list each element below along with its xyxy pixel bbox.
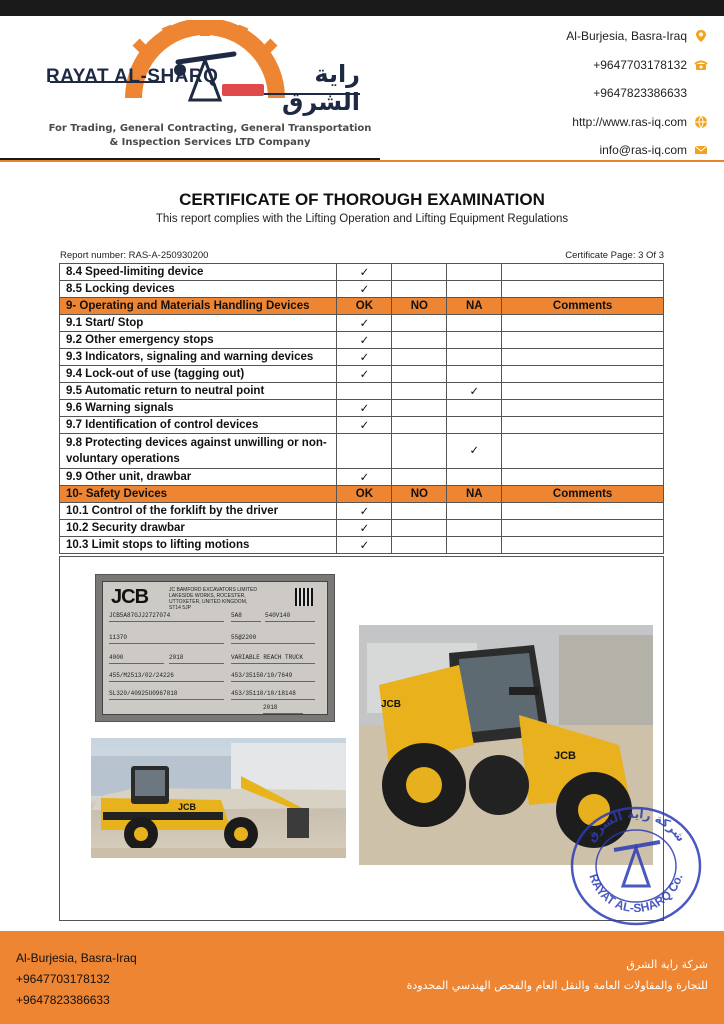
table-row <box>60 366 664 383</box>
no-cell <box>392 366 447 383</box>
table-row <box>60 469 664 486</box>
top-bar <box>0 0 724 16</box>
row-label: 10- Safety Devices <box>60 486 337 503</box>
plate-transmission: 455/M2513/02/24226 <box>109 672 224 682</box>
ok-cell: OK <box>337 486 392 503</box>
footer-contact <box>16 948 137 1011</box>
machine-side-label: JCB <box>178 802 197 812</box>
comments-cell <box>502 417 664 434</box>
location-pin-icon <box>694 29 708 43</box>
plate-address: JC BAMFORD EXCAVATORS LIMITED LAKESIDE WORKS, ROCESTER, UTTOXETER, UNITED KINGDOM, ST14 5JP <box>169 587 257 611</box>
ok-cell: ✓ <box>337 400 392 417</box>
na-cell: ✓ <box>447 434 502 469</box>
address-text: Al-Burjesia, Basra-Iraq <box>566 29 687 44</box>
machine-front-label: JCB <box>381 699 402 710</box>
contact-phone-1[interactable] <box>566 51 708 80</box>
ok-cell: OK <box>337 298 392 315</box>
row-label: 9.2 Other emergency stops <box>60 332 337 349</box>
no-cell <box>392 503 447 520</box>
row-label: 10.2 Security drawbar <box>60 520 337 537</box>
no-cell <box>392 417 447 434</box>
comments-cell <box>502 264 664 281</box>
footer-address: Al-Burjesia, Basra-Iraq <box>16 951 137 965</box>
ok-cell: ✓ <box>337 417 392 434</box>
na-cell: NA <box>447 486 502 503</box>
no-cell <box>392 315 447 332</box>
header-divider-orange <box>0 160 724 162</box>
plate-year-2: 2018 <box>263 704 303 714</box>
logo-english: RAYAT AL-SHARQ <box>46 66 219 87</box>
no-cell <box>392 332 447 349</box>
na-cell <box>447 537 502 554</box>
na-cell <box>447 400 502 417</box>
svg-text:RAYAT AL-SHARQ Co. <box>586 872 685 915</box>
phone-1-text[interactable]: +9647703178132 <box>593 57 687 72</box>
comments-cell <box>502 366 664 383</box>
table-row <box>60 264 664 281</box>
footer-arabic-description: للتجارة والمقاولات العامة والنقل العام والفحص الهندسي المحدودة <box>406 979 708 992</box>
inspection-table-body <box>60 264 664 554</box>
logo-arabic: راية الشرق <box>281 60 360 116</box>
table-row <box>60 281 664 298</box>
na-cell: NA <box>447 298 502 315</box>
no-cell <box>392 281 447 298</box>
comments-cell <box>502 469 664 486</box>
stamp-seal-icon <box>568 804 704 928</box>
phone-2-text[interactable]: +9647823386633 <box>593 86 687 101</box>
document-title: CERTIFICATE OF THOROUGH EXAMINATION <box>179 190 545 209</box>
ok-cell: ✓ <box>337 520 392 537</box>
plate-designation: VARIABLE REACH TRUCK <box>231 654 315 664</box>
company-tagline <box>40 122 380 150</box>
plate-capacity: 4000 <box>109 654 164 664</box>
contact-phone-2[interactable] <box>566 79 708 108</box>
plate-power: 55@2200 <box>231 634 315 644</box>
table-row <box>60 537 664 554</box>
no-cell <box>392 400 447 417</box>
stamp-text-bottom: RAYAT AL-SHARQ Co. <box>586 871 686 916</box>
email-text[interactable]: info@ras-iq.com <box>599 143 687 158</box>
table-row <box>60 434 664 469</box>
row-label: 9.5 Automatic return to neutral point <box>60 383 337 400</box>
ok-cell: ✓ <box>337 349 392 366</box>
machine-side-photo <box>91 738 346 858</box>
company-stamp <box>568 804 704 928</box>
table-row <box>60 383 664 400</box>
comments-cell <box>502 537 664 554</box>
ok-cell <box>337 434 392 469</box>
envelope-icon <box>694 143 708 157</box>
row-label: 10.1 Control of the forklift by the driver <box>60 503 337 520</box>
table-row <box>60 315 664 332</box>
comments-cell: Comments <box>502 486 664 503</box>
plate-front-axle: 453/35150/10/7649 <box>231 672 315 682</box>
no-cell <box>392 349 447 366</box>
ok-cell <box>337 383 392 400</box>
na-cell <box>447 520 502 537</box>
plate-pin: JCB5A87GJJ2727074 <box>109 612 224 622</box>
ok-cell: ✓ <box>337 332 392 349</box>
table-row <box>60 400 664 417</box>
table-row <box>60 503 664 520</box>
inspection-table <box>59 263 664 554</box>
table-row <box>60 520 664 537</box>
no-cell <box>392 537 447 554</box>
table-section-row <box>60 298 664 315</box>
no-cell <box>392 434 447 469</box>
ok-cell: ✓ <box>337 281 392 298</box>
certificate-page: Certificate Page: 3 Of 3 <box>565 250 664 261</box>
row-label: 9.1 Start/ Stop <box>60 315 337 332</box>
na-cell <box>447 469 502 486</box>
document-subtitle: This report complies with the Lifting Operation and Lifting Equipment Regulations <box>155 213 569 225</box>
row-label: 9.6 Warning signals <box>60 400 337 417</box>
row-label: 10.3 Limit stops to lifting motions <box>60 537 337 554</box>
row-label: 9- Operating and Materials Handling Devices <box>60 298 337 315</box>
ok-cell: ✓ <box>337 264 392 281</box>
ok-cell: ✓ <box>337 366 392 383</box>
serial-plate-photo <box>95 574 335 722</box>
row-label: 9.7 Identification of control devices <box>60 417 337 434</box>
na-cell <box>447 366 502 383</box>
no-cell <box>392 520 447 537</box>
row-label: 9.9 Other unit, drawbar <box>60 469 337 486</box>
ok-cell: ✓ <box>337 315 392 332</box>
report-number: Report number: RAS-A-250930200 <box>60 250 209 261</box>
plate-mass: 11370 <box>109 634 224 644</box>
plate-brand: JCB <box>111 586 149 608</box>
footer-arabic-name: شركة راية الشرق <box>626 958 708 971</box>
serial-plate <box>102 581 328 715</box>
footer-phone-1[interactable]: +9647703178132 <box>16 972 110 986</box>
na-cell: ✓ <box>447 383 502 400</box>
qr-code-icon <box>295 588 313 606</box>
no-cell <box>392 264 447 281</box>
website-text[interactable]: http://www.ras-iq.com <box>572 114 687 129</box>
plate-year: 2018 <box>169 654 224 664</box>
no-cell <box>392 383 447 400</box>
contact-website[interactable] <box>566 108 708 137</box>
comments-cell <box>502 315 664 332</box>
telehandler-side-icon <box>91 738 346 858</box>
row-label: 9.8 Protecting devices against unwilling or non-voluntary operations <box>60 434 337 469</box>
comments-cell <box>502 281 664 298</box>
row-label: 9.3 Indicators, signaling and warning devices <box>60 349 337 366</box>
company-logo <box>40 20 372 150</box>
na-cell <box>447 264 502 281</box>
globe-icon <box>694 115 708 129</box>
row-label: 9.4 Lock-out of use (tagging out) <box>60 366 337 383</box>
comments-cell <box>502 434 664 469</box>
tagline-line-1: For Trading, General Contracting, General Transportation <box>48 123 372 134</box>
plate-engine: SL320/40925U0967818 <box>109 690 224 700</box>
na-cell <box>447 281 502 298</box>
table-row <box>60 332 664 349</box>
ok-cell: ✓ <box>337 503 392 520</box>
comments-cell <box>502 332 664 349</box>
comments-cell <box>502 349 664 366</box>
stamp-text-top: شركة راية الشرق <box>583 806 689 845</box>
no-cell <box>392 469 447 486</box>
na-cell <box>447 332 502 349</box>
comments-cell <box>502 520 664 537</box>
plate-series: 5A8 <box>231 612 261 622</box>
machine-rear-label: JCB <box>554 750 577 762</box>
comments-cell: Comments <box>502 298 664 315</box>
na-cell <box>447 315 502 332</box>
table-row <box>60 349 664 366</box>
comments-cell <box>502 383 664 400</box>
tagline-line-2: & Inspection Services LTD Company <box>109 137 311 148</box>
comments-cell <box>502 503 664 520</box>
na-cell <box>447 417 502 434</box>
no-cell: NO <box>392 298 447 315</box>
contact-address <box>566 22 708 51</box>
phone-icon <box>694 58 708 72</box>
svg-text:شركة راية الشرق <box>584 807 688 844</box>
phone-2-spacer <box>694 86 708 100</box>
contact-info <box>566 22 708 165</box>
na-cell <box>447 349 502 366</box>
row-label: 8.5 Locking devices <box>60 281 337 298</box>
table-section-row <box>60 486 664 503</box>
plate-rear-axle: 453/35110/10/18148 <box>231 690 315 700</box>
footer-company-arabic <box>407 954 708 996</box>
no-cell: NO <box>392 486 447 503</box>
table-row <box>60 417 664 434</box>
row-label: 8.4 Speed-limiting device <box>60 264 337 281</box>
comments-cell <box>502 400 664 417</box>
na-cell <box>447 503 502 520</box>
ok-cell: ✓ <box>337 537 392 554</box>
ok-cell: ✓ <box>337 469 392 486</box>
footer-phone-2[interactable]: +9647823386633 <box>16 993 110 1007</box>
plate-model: 540V140 <box>265 612 315 622</box>
